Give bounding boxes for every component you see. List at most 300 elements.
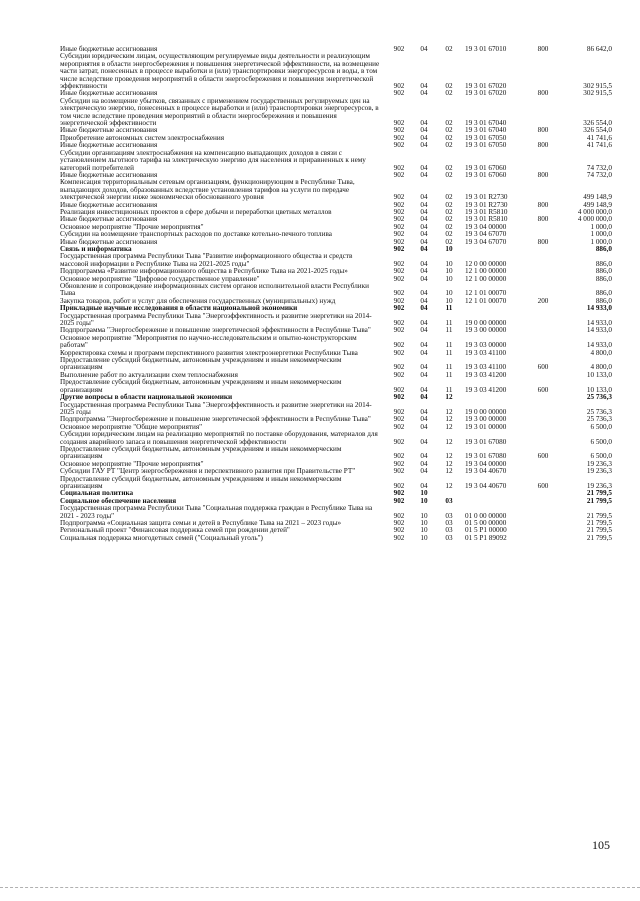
row-name-cell: Иные бюджетные ассигнования [60,215,158,224]
row-subsection-cell: 12 [445,437,453,446]
row-expense-type-cell [532,490,554,497]
row-ved-cell: 902 [393,133,405,142]
row-section-cell: 04 [420,215,428,224]
table-row [60,179,612,201]
row-amount-cell: 499 148,9 [583,193,612,202]
row-subsection-cell: 02 [445,237,453,246]
row-subsection-cell: 02 [445,215,453,224]
row-subsection-cell: 11 [445,319,453,328]
row-expense-type-cell: 600 [537,363,549,372]
row-subsection-cell: 11 [445,370,453,379]
row-ved-cell: 902 [393,452,405,461]
row-name-cell: Приобретение автономных систем электроснабжения [60,133,225,142]
row-section-cell: 04 [420,467,428,476]
row-section-cell: 04 [420,326,428,335]
row-expense-type-cell: 800 [537,89,549,98]
row-expense-type-cell: 600 [537,481,549,490]
row-amount-cell: 25 736,3 [586,407,612,416]
row-expense-type-cell [532,179,554,201]
row-target-code-cell: 19 3 03 41200 [465,385,507,394]
row-target-code-cell: 19 3 03 41200 [465,370,507,379]
row-expense-type-cell [532,327,554,334]
row-expense-type-cell [532,335,554,350]
row-target-code-cell: 19 3 04 67070 [465,230,507,239]
row-subsection-cell: 02 [445,133,453,142]
row-subsection-cell: 11 [445,341,453,350]
row-name-cell: Социальное обеспечение населения [60,496,177,505]
row-target-code-cell: 19 3 01 67040 [465,119,507,128]
row-expense-type-cell [532,276,554,283]
row-target-code-cell: 19 3 04 67070 [465,237,507,246]
table-row [60,335,612,350]
row-section-cell: 04 [420,163,428,172]
row-subsection-cell: 10 [445,244,453,253]
row-amount-cell: 499 148,9 [583,200,612,209]
row-name-cell: Корректировка схемы и программ перспективного развития электроэнергетики Республики Тыва [60,348,358,357]
row-section-cell: 04 [420,385,428,394]
row-expense-type-cell [532,402,554,417]
row-name-cell: Иные бюджетные ассигнования [60,200,158,209]
row-subsection-cell: 03 [445,496,453,505]
row-subsection-cell: 11 [445,385,453,394]
row-amount-cell: 886,0 [595,244,612,253]
table-row [60,357,612,372]
row-subsection-cell: 02 [445,193,453,202]
row-amount-cell: 74 732,0 [586,170,612,179]
row-amount-cell: 21 799,5 [586,526,612,535]
row-subsection-cell: 12 [445,459,453,468]
row-section-cell: 04 [420,415,428,424]
row-amount-cell: 10 133,0 [586,385,612,394]
row-ved-cell: 902 [393,207,405,216]
row-target-code-cell [462,498,532,505]
row-ved-cell: 902 [393,163,405,172]
row-name-cell: Основное мероприятие "Прочие мероприятия" [60,222,204,231]
row-amount-cell: 326 554,0 [583,119,612,128]
row-section-cell: 04 [420,45,428,53]
footer-divider [0,887,640,888]
row-target-code-cell: 19 3 03 00000 [465,341,507,350]
row-ved-cell: 902 [393,319,405,328]
row-expense-type-cell: 600 [537,385,549,394]
row-section-cell: 04 [420,363,428,372]
row-amount-cell: 886,0 [595,274,612,283]
row-amount-cell: 1 000,0 [590,222,612,231]
row-target-code-cell: 19 3 01 R5810 [465,207,508,216]
row-expense-type-cell: 600 [537,452,549,461]
row-expense-type-cell: 800 [537,200,549,209]
row-subsection-cell: 02 [445,207,453,216]
row-name-cell: Региональный проект "Финансовая поддержка семей при рождении детей" [60,526,290,535]
row-name-cell: Государственная программа Республики Тыва "Энергоэффективность и развитие энергетики на 2014-2025 годы" [60,311,372,328]
row-section-cell: 04 [420,407,428,416]
row-expense-type-cell [532,424,554,431]
row-amount-cell: 21 799,5 [586,533,612,542]
row-ved-cell: 902 [393,533,405,542]
row-expense-type-cell [532,283,554,298]
row-subsection-cell: 02 [445,126,453,135]
row-name-cell: Субсидии юридическим лицам, осуществляющим регулируемые виды деятельности и реализующим мероприятия в области энергосбережения и повышения энергетической эффективности, на возмещение части затрат, понесенных в процессе выработки и (или) транспортировки энергоресурсов и воды, в том числе вследствие проведения мероприятий в области энергосбережения и повышения энергетической эффективности [60,52,380,91]
row-subsection-cell: 12 [445,422,453,431]
row-expense-type-cell [532,305,554,312]
row-expense-type-cell: 800 [537,45,549,53]
row-section-cell: 04 [420,437,428,446]
row-ved-cell: 902 [393,274,405,283]
budget-table-page [60,46,612,542]
row-expense-type-cell: 800 [537,141,549,150]
row-target-code-cell: 19 3 00 00000 [465,415,507,424]
row-subsection-cell: 10 [445,274,453,283]
row-section-cell: 04 [420,452,428,461]
row-ved-cell: 902 [393,393,405,402]
row-expense-type-cell [532,224,554,231]
row-name-cell: Государственная программа Республики Тыва "Развитие информационного общества и средств массовой информации в Республике Тыва на 2021-2025 годы" [60,252,353,268]
table-row [60,535,612,542]
row-ved-cell: 902 [393,289,405,298]
row-name-cell: Иные бюджетные ассигнования [60,45,158,53]
row-amount-cell: 86 642,0 [586,45,612,53]
row-ved-cell: 902 [393,459,405,468]
row-ved-cell: 902 [393,496,405,505]
row-section-cell: 04 [420,230,428,239]
row-name-cell: Субсидии на возмещение убытков, связанных с применением государственных регулируемых цен на электрическую энергию, понесенных в процессе выработки и (или) транспортировки энергоресурсов, в том числе вследствие проведения мероприятий в области энергосбережения и повышения энергетической эффективности [60,96,379,128]
table-row [60,53,612,90]
row-section-cell: 04 [420,126,428,135]
row-ved-cell: 902 [393,385,405,394]
row-subsection-cell: 02 [445,170,453,179]
row-section-cell: 04 [420,170,428,179]
row-amount-cell: 74 732,0 [586,163,612,172]
row-subsection-cell: 02 [445,141,453,150]
row-section-cell: 04 [420,459,428,468]
row-target-code-cell: 12 0 00 00000 [465,259,507,268]
row-section-cell: 04 [420,370,428,379]
row-target-code-cell [462,394,532,401]
row-expense-type-cell [532,520,554,527]
table-row [60,446,612,461]
table-row [60,239,612,246]
row-amount-cell: 14 933,0 [586,341,612,350]
row-target-code-cell: 19 3 01 67020 [465,89,507,98]
row-ved-cell: 902 [393,437,405,446]
row-target-code-cell: 19 3 01 67050 [465,141,507,150]
row-section-cell: 04 [420,267,428,276]
row-subsection-cell: 03 [445,519,453,527]
row-expense-type-cell: 800 [537,170,549,179]
table-row [60,476,612,491]
row-subsection-cell: 11 [445,304,453,313]
row-expense-type-cell [532,498,554,505]
row-ved-cell: 902 [393,215,405,224]
row-section-cell: 10 [420,496,428,505]
row-target-code-cell: 19 3 01 67080 [465,452,507,461]
row-amount-cell: 302 915,5 [583,82,612,91]
row-subsection-cell: 12 [445,481,453,490]
row-ved-cell: 902 [393,141,405,150]
row-section-cell: 04 [420,141,428,150]
row-ved-cell: 902 [393,363,405,372]
row-amount-cell: 4 800,0 [590,363,612,372]
row-name-cell: Обновление и сопровождение информационных систем органов исполнительной власти Республики Тыва [60,282,369,298]
table-row [60,283,612,298]
row-ved-cell: 902 [393,511,405,520]
row-expense-type-cell [532,505,554,520]
row-target-code-cell: 19 3 04 00000 [465,459,507,468]
row-amount-cell: 4 800,0 [590,348,612,357]
row-section-cell: 04 [420,348,428,357]
row-name-cell: Субсидии организациям электроснабжения на компенсацию выпадающих доходов в связи с установлением льготного тарифа на электрическую энергию для населения и приравненных к нему категорий потребителей [60,148,366,172]
row-ved-cell: 902 [393,126,405,135]
row-amount-cell: 41 741,6 [586,141,612,150]
row-expense-type-cell [532,527,554,534]
row-section-cell: 04 [420,89,428,98]
row-expense-type-cell: 800 [537,237,549,246]
row-ved-cell: 902 [393,259,405,268]
row-name-cell: Связь и информатика [60,244,132,253]
row-subsection-cell: 11 [445,348,453,357]
row-subsection-cell: 02 [445,200,453,209]
row-target-code-cell: 19 3 01 67060 [465,170,507,179]
row-name-cell: Иные бюджетные ассигнования [60,237,158,246]
row-name-cell: Подпрограмма «Социальная защита семьи и детей в Республике Тыва на 2021 – 2023 годы» [60,519,342,527]
row-amount-cell: 886,0 [595,289,612,298]
row-expense-type-cell [532,535,554,542]
row-amount-cell: 886,0 [595,267,612,276]
row-expense-type-cell: 800 [537,215,549,224]
row-amount-cell: 4 000 000,0 [577,207,612,216]
row-section-cell: 04 [420,244,428,253]
row-subsection-cell: 10 [445,289,453,298]
row-subsection-cell: 02 [445,163,453,172]
row-expense-type-cell [532,253,554,268]
row-target-code-cell [462,490,532,497]
row-amount-cell: 25 736,3 [586,415,612,424]
row-name-cell: Выполнение работ по актуализации схем теплоснабжения [60,370,238,379]
row-target-code-cell: 12 1 01 00070 [465,289,507,298]
row-name-cell: Прикладные научные исследования в области национальной экономики [60,304,298,313]
row-expense-type-cell [532,468,554,475]
row-expense-type-cell [532,431,554,446]
row-target-code-cell: 01 5 P1 00000 [465,526,507,535]
row-name-cell: Основное мероприятие "Мероприятия по научно-исследовательским и опытно-конструкторским работам" [60,333,357,350]
row-subsection-cell: 02 [445,230,453,239]
row-expense-type-cell [532,350,554,357]
row-ved-cell: 902 [393,348,405,357]
row-section-cell: 10 [420,526,428,535]
row-name-cell: Другие вопросы в области национальной экономики [60,393,233,402]
row-section-cell: 04 [420,193,428,202]
row-ved-cell: 902 [393,296,405,305]
row-expense-type-cell [532,372,554,379]
row-name-cell: Основное мероприятие "Цифровое государственное управление" [60,274,260,283]
row-ved-cell: 902 [393,481,405,490]
row-ved-cell: 902 [393,222,405,231]
row-ved-cell: 902 [393,526,405,535]
row-expense-type-cell [532,461,554,468]
row-target-code-cell: 19 3 03 41100 [465,363,507,372]
row-section-cell: 04 [420,237,428,246]
row-ved-cell: 902 [393,304,405,313]
row-amount-cell: 14 933,0 [586,319,612,328]
row-target-code-cell: 19 3 01 67050 [465,133,507,142]
row-name-cell: Иные бюджетные ассигнования [60,89,158,98]
table-row [60,379,612,394]
row-name-cell: Основное мероприятие "Общие мероприятия" [60,422,203,431]
row-ved-cell: 902 [393,407,405,416]
row-target-code-cell [462,246,532,253]
row-ved-cell: 902 [393,237,405,246]
budget-table [60,46,612,542]
table-row [60,313,612,328]
row-ved-cell: 902 [393,45,405,53]
row-subsection-cell: 12 [445,452,453,461]
row-subsection-cell: 12 [445,467,453,476]
row-ved-cell: 902 [393,82,405,91]
row-section-cell: 04 [420,341,428,350]
row-section-cell: 10 [420,533,428,542]
row-amount-cell: 41 741,6 [586,133,612,142]
row-name-cell: Подпрограмма "Энергосбережение и повышение энергетической эффективности в Республике Тыва" [60,415,371,424]
row-target-code-cell: 19 3 04 00000 [465,222,507,231]
row-expense-type-cell [532,268,554,275]
row-section-cell: 04 [420,200,428,209]
row-target-code-cell: 19 0 00 00000 [465,407,507,416]
table-row [60,402,612,417]
row-expense-type-cell [532,98,554,128]
row-target-code-cell: 01 5 P1 89092 [465,533,507,542]
row-name-cell: Предоставление субсидий бюджетным, автономным учреждениям и иным некоммерческим организациям [60,378,342,394]
row-ved-cell: 902 [393,230,405,239]
row-expense-type-cell [532,53,554,90]
row-target-code-cell: 19 3 01 67040 [465,126,507,135]
row-amount-cell: 1 000,0 [590,230,612,239]
row-name-cell: Социальная поддержка многодетных семей ("Социальный уголь") [60,533,263,542]
table-row [60,98,612,128]
row-subsection-cell: 12 [445,393,453,402]
row-ved-cell: 902 [393,267,405,276]
row-subsection-cell: 10 [445,267,453,276]
row-target-code-cell: 19 3 01 67080 [465,437,507,446]
row-subsection-cell: 02 [445,82,453,91]
row-ved-cell: 902 [393,489,405,498]
row-name-cell: Основное мероприятие "Прочие мероприятия" [60,459,204,468]
row-target-code-cell: 19 3 01 R2730 [465,200,508,209]
row-subsection-cell: 02 [445,89,453,98]
row-target-code-cell: 19 3 00 00000 [465,326,507,335]
row-section-cell: 04 [420,289,428,298]
row-amount-cell: 21 799,5 [586,519,612,527]
row-name-cell: Иные бюджетные ассигнования [60,141,158,150]
row-section-cell: 04 [420,82,428,91]
row-subsection-cell: 03 [445,511,453,520]
row-amount-cell: 6 500,0 [590,437,612,446]
row-ved-cell: 902 [393,193,405,202]
row-section-cell: 04 [420,133,428,142]
row-target-code-cell: 19 3 01 00000 [465,422,507,431]
row-expense-type-cell: 800 [537,126,549,135]
budget-table-body [60,46,612,542]
row-subsection-cell: 02 [445,45,453,53]
row-name-cell: Субсидии юридическим лицам на реализацию мероприятий по поставке оборудования, материалов для создания аварийного запаса и повышения энергетической эффективности [60,430,378,446]
row-target-code-cell: 19 3 01 67010 [465,45,507,53]
row-target-code-cell: 19 3 03 41100 [465,348,507,357]
row-section-cell: 04 [420,481,428,490]
table-row [60,150,612,172]
row-section-cell: 04 [420,393,428,402]
row-expense-type-cell [532,150,554,172]
row-amount-cell: 25 736,3 [586,393,612,402]
row-amount-cell: 14 933,0 [586,304,612,313]
row-name-cell: Подпрограмма "Энергосбережение и повышение энергетической эффективности в Республике Тыва" [60,326,371,335]
row-ved-cell: 902 [393,89,405,98]
row-name-cell: Иные бюджетные ассигнования [60,170,158,179]
row-name-cell: Субсидии ГАУ РТ "Центр энергосбережения и перспективного развития при Правительстве РТ" [60,467,356,476]
row-target-code-cell: 19 3 04 40670 [465,481,507,490]
row-target-code-cell: 19 3 01 R2730 [465,193,508,202]
row-section-cell: 04 [420,222,428,231]
row-name-cell: Реализация инвестиционных проектов в сфере добычи и переработки цветных металлов [60,207,332,216]
row-name-cell: Компенсация территориальным сетевым организациям, функционирующим в Республике Тыва, выпадающих доходов, образованных вследствие установления тарифов на услуги по передаче электрической энергии ниже экономически обоснованного уровня [60,178,355,202]
row-section-cell: 10 [420,511,428,520]
row-name-cell: Иные бюджетные ассигнования [60,126,158,135]
row-amount-cell: 4 000 000,0 [577,215,612,224]
row-target-code-cell: 19 0 00 00000 [465,319,507,328]
table-row [60,431,612,446]
row-amount-cell: 19 236,3 [586,467,612,476]
row-subsection-cell: 12 [445,415,453,424]
row-amount-cell: 6 500,0 [590,422,612,431]
row-name-cell: Закупка товаров, работ и услуг для обеспечения государственных (муниципальных) нужд [60,296,336,305]
row-name-cell: Подпрограмма «Развитие информационного общества в Республике Тыва на 2021-2025 годы» [60,267,348,276]
row-amount-cell: 19 236,3 [586,459,612,468]
row-section-cell: 04 [420,259,428,268]
row-name-cell: Предоставление субсидий бюджетным, автономным учреждениям и иным некоммерческим организациям [60,444,342,461]
row-name-cell: Социальная политика [60,489,134,498]
row-ved-cell: 902 [393,170,405,179]
row-name-cell: Государственная программа Республики Тыва "Энергоэффективность и развитие энергетики на 2014-2025 годы [60,400,372,416]
row-expense-type-cell [532,313,554,328]
row-amount-cell: 6 500,0 [590,452,612,461]
row-ved-cell: 902 [393,341,405,350]
row-amount-cell: 326 554,0 [583,126,612,135]
row-section-cell: 04 [420,319,428,328]
row-amount-cell: 10 133,0 [586,370,612,379]
row-target-code-cell: 01 0 00 00000 [465,511,507,520]
row-subsection-cell: 10 [445,259,453,268]
row-expense-type-cell: 200 [537,296,549,305]
table-row [60,505,612,520]
row-ved-cell: 902 [393,415,405,424]
row-name-cell: Государственная программа Республики Тыва "Социальная поддержка граждан в Республике Тыва на 2021 - 2023 годы" [60,504,373,520]
row-ved-cell: 902 [393,244,405,253]
row-subsection-cell: 12 [445,407,453,416]
row-section-cell: 04 [420,422,428,431]
table-row [60,253,612,268]
row-ved-cell: 902 [393,370,405,379]
row-ved-cell: 902 [393,326,405,335]
row-target-code-cell: 12 1 00 00000 [465,274,507,283]
row-subsection-cell: 11 [445,363,453,372]
row-amount-cell: 21 799,5 [586,489,612,498]
row-target-code-cell: 19 3 04 40670 [465,467,507,476]
row-subsection-cell: 03 [445,533,453,542]
row-section-cell: 04 [420,207,428,216]
row-expense-type-cell [532,416,554,423]
page-number: 105 [592,838,610,852]
row-section-cell: 04 [420,296,428,305]
row-amount-cell: 886,0 [595,296,612,305]
row-name-cell: Предоставление субсидий бюджетным, автономным учреждениям и иным некоммерческим организациям [60,474,342,490]
